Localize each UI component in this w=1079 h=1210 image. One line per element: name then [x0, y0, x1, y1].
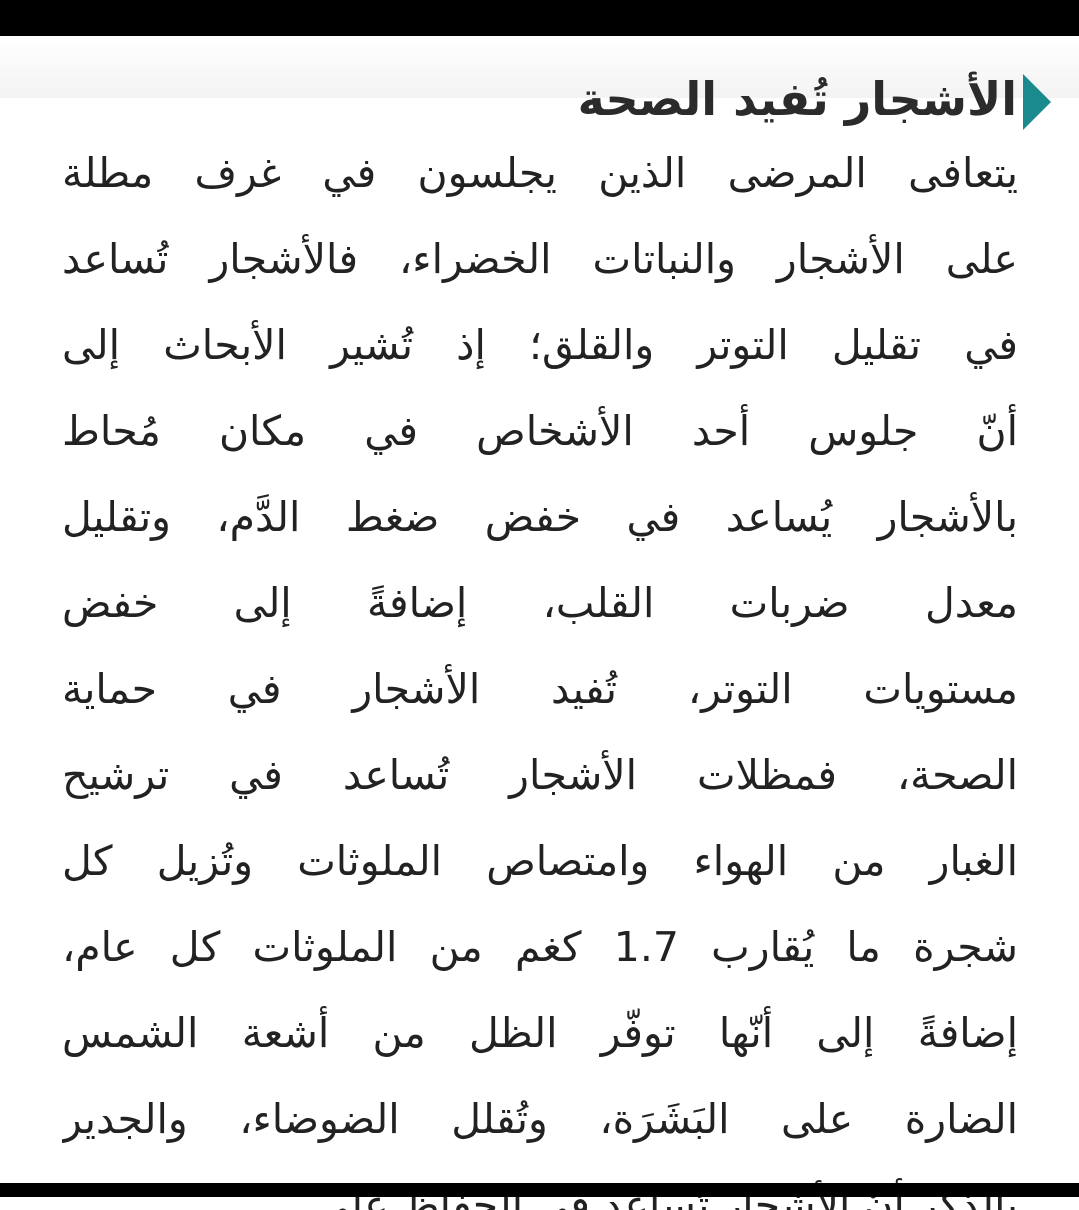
article-line: الغبار من الهواء وامتصاص الملوثات وتُزيل كل: [62, 837, 1018, 885]
section-title: الأشجار تُفيد الصحة: [577, 72, 1017, 126]
article-body: [62, 130, 1018, 1210]
heading-marker-icon: [1023, 74, 1051, 130]
navigation-bar: [0, 1183, 1079, 1197]
article-line: إضافةً إلى أنّها توفّر الظل من أشعة الشمس: [62, 1009, 1018, 1057]
section-heading: [0, 36, 1079, 126]
article-line: بالأشجار يُساعد في خفض ضغط الدَّم، وتقليل: [62, 493, 1018, 541]
article-line: يتعافى المرضى الذين يجلسون في غرف مطلة: [62, 149, 1018, 197]
status-bar: [0, 0, 1079, 36]
article-line: الضارة على البَشَرَة، وتُقلل الضوضاء، والجدير: [62, 1095, 1018, 1143]
article-line: على الأشجار والنباتات الخضراء، فالأشجار تُساعد: [62, 235, 1018, 283]
article-line: الصحة، فمظلات الأشجار تُساعد في ترشيح: [62, 751, 1018, 799]
article-line: في تقليل التوتر والقلق؛ إذ تُشير الأبحاث إلى: [62, 321, 1018, 369]
article-line: معدل ضربات القلب، إضافةً إلى خفض: [62, 579, 1018, 627]
article-line: مستويات التوتر، تُفيد الأشجار في حماية: [62, 665, 1018, 713]
article-line: شجرة ما يُقارب 1.7 كغم من الملوثات كل عام،: [62, 923, 1018, 971]
article-line: أنّ جلوس أحد الأشخاص في مكان مُحاط: [62, 407, 1018, 455]
